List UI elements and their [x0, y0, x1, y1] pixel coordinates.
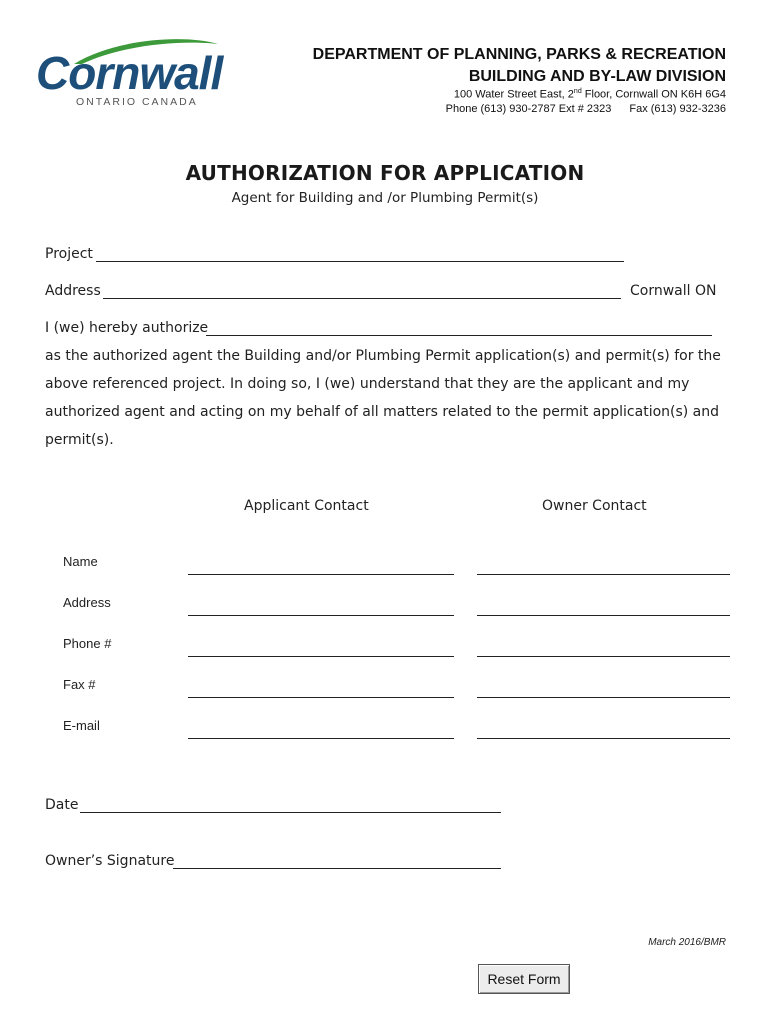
address-part: 100 Water Street East, 2 — [453, 88, 574, 101]
revision-note: March 2016/BMR — [648, 937, 726, 948]
paragraph-line: above referenced project. In doing so, I (we) understand that they are the applicant and my — [45, 376, 690, 392]
applicant-contact-heading: Applicant Contact — [244, 498, 369, 514]
owner-address-field[interactable] — [477, 615, 730, 616]
contact-label-fax: Fax # — [63, 677, 96, 692]
owner-phone-field[interactable] — [477, 656, 730, 657]
contact-label-name: Name — [63, 554, 98, 569]
office-address — [454, 88, 726, 101]
project-field[interactable] — [96, 261, 624, 262]
agent-name-field[interactable] — [206, 335, 712, 336]
contact-label-address: Address — [63, 595, 111, 610]
form-subtitle: Agent for Building and /or Plumbing Permit(s) — [231, 190, 539, 206]
phone-number: Phone (613) 930-2787 Ext # 2323 — [445, 103, 612, 115]
owner-contact-heading: Owner Contact — [542, 498, 647, 514]
address-suffix: Cornwall ON — [630, 283, 717, 299]
cornwall-logo — [34, 34, 234, 114]
contact-label-phone: Phone # — [63, 636, 112, 651]
applicant-address-field[interactable] — [188, 615, 454, 616]
applicant-name-field[interactable] — [188, 574, 454, 575]
authorize-label: I (we) hereby authorize — [45, 320, 209, 336]
applicant-fax-field[interactable] — [188, 697, 454, 698]
logo-wordmark: Cornwall — [36, 47, 223, 99]
signature-field[interactable] — [173, 868, 501, 869]
paragraph-line: authorized agent and acting on my behalf of all matters related to the permit application(s) and — [45, 404, 720, 420]
department-name: DEPARTMENT OF PLANNING, PARKS & RECREATION — [312, 46, 726, 63]
reset-form-button[interactable]: Reset Form — [478, 964, 570, 994]
signature-label: Owner’s Signature — [45, 853, 175, 869]
logo-tagline: ONTARIO CANADA — [76, 96, 198, 108]
contact-numbers — [446, 103, 726, 115]
paragraph-line: permit(s). — [45, 432, 114, 448]
contact-label-email: E-mail — [63, 718, 100, 733]
owner-fax-field[interactable] — [477, 697, 730, 698]
address-label: Address — [45, 283, 101, 299]
owner-email-field[interactable] — [477, 738, 730, 739]
owner-name-field[interactable] — [477, 574, 730, 575]
division-name: BUILDING AND BY-LAW DIVISION — [468, 68, 726, 85]
fax-number: Fax (613) 932-3236 — [629, 103, 726, 115]
address-part-2: Floor, Cornwall ON K6H 6G4 — [581, 88, 726, 101]
applicant-phone-field[interactable] — [188, 656, 454, 657]
date-label: Date — [45, 797, 79, 813]
address-field[interactable] — [103, 298, 621, 299]
project-label: Project — [45, 246, 93, 262]
applicant-email-field[interactable] — [188, 738, 454, 739]
form-title: AUTHORIZATION FOR APPLICATION — [185, 161, 585, 185]
address-sup: nd — [573, 88, 582, 95]
date-field[interactable] — [80, 812, 501, 813]
paragraph-line: as the authorized agent the Building and/or Plumbing Permit application(s) and permit(s) for the — [45, 348, 721, 364]
